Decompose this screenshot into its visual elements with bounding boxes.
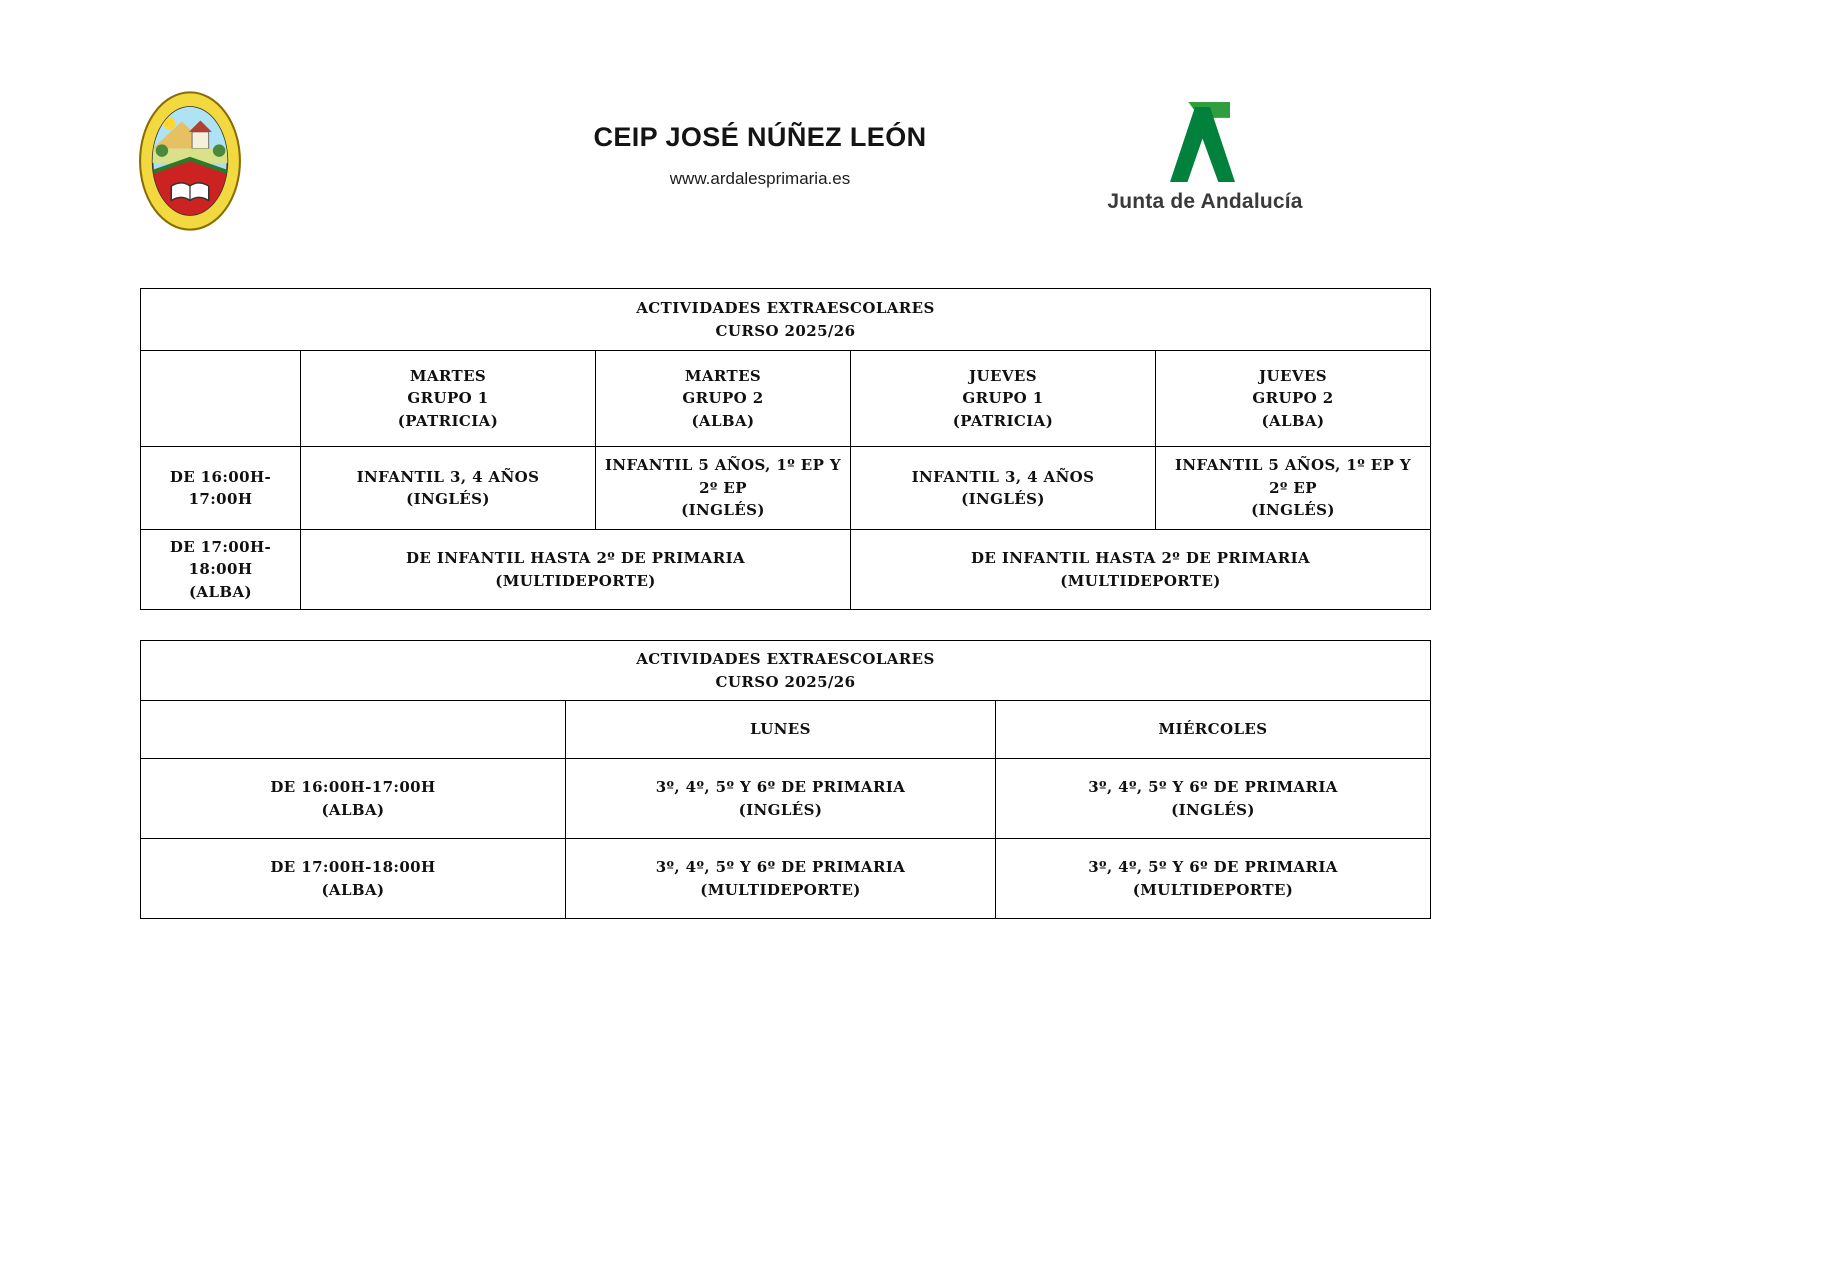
activity-label: INFANTIL 5 AÑOS, 1º EP Y 2º EP — [1175, 456, 1412, 497]
activity-label: DE INFANTIL HASTA 2º DE PRIMARIA — [405, 549, 746, 567]
table1-time-17-18 — [141, 530, 301, 610]
column-teacher: (ALBA) — [1261, 411, 1325, 430]
activity-detail: (MULTIDEPORTE) — [1060, 571, 1221, 590]
table-row — [141, 351, 1431, 447]
table-row — [141, 289, 1431, 351]
time-monitor: (ALBA) — [321, 800, 385, 819]
activity-label: INFANTIL 3, 4 AÑOS — [911, 467, 1095, 486]
time-label: DE 17:00H-18:00H — [270, 858, 436, 876]
activity-label: DE INFANTIL HASTA 2º DE PRIMARIA — [970, 549, 1311, 567]
table2-col-miercoles — [996, 701, 1431, 759]
table2-cell-lunes-ingles — [566, 759, 996, 839]
table1-col-martes-grupo1 — [301, 351, 596, 447]
activity-label: 3º, 4º, 5º Y 6º DE PRIMARIA — [1088, 858, 1338, 876]
table-row — [141, 641, 1431, 701]
activity-detail: (MULTIDEPORTE) — [700, 880, 861, 899]
activity-detail: (MULTIDEPORTE) — [1132, 880, 1294, 899]
activity-detail: (INGLÉS) — [961, 490, 1045, 508]
column-group: GRUPO 1 — [407, 389, 489, 408]
junta-label: Junta de Andalucía — [1107, 190, 1303, 213]
column-day: MIÉRCOLES — [1158, 720, 1268, 739]
table-row — [141, 701, 1431, 759]
table2-title-line1: ACTIVIDADES EXTRAESCOLARES — [636, 650, 935, 668]
activity-detail: (INGLÉS) — [681, 501, 765, 520]
column-day: JUEVES — [969, 366, 1037, 385]
table1-title-cell — [141, 289, 1431, 351]
table1-time-16-17 — [141, 447, 301, 530]
table2-cell-miercoles-multideporte — [996, 839, 1431, 919]
table2-time-16-17 — [141, 759, 566, 839]
time-monitor: (ALBA) — [188, 582, 253, 601]
time-label: DE 16:00H-17:00H — [270, 778, 436, 796]
column-teacher: (ALBA) — [691, 411, 755, 430]
table2-corner-cell — [141, 701, 566, 759]
column-group: GRUPO 2 — [1252, 389, 1334, 408]
school-crest-icon — [138, 90, 242, 232]
activity-label: 3º, 4º, 5º Y 6º DE PRIMARIA — [655, 858, 906, 876]
column-teacher: (PATRICIA) — [952, 411, 1054, 430]
table2-time-17-18 — [141, 839, 566, 919]
table1-cell-martes-multideporte — [301, 530, 851, 610]
table1-corner-cell — [141, 351, 301, 447]
table-row — [141, 447, 1431, 530]
activity-detail: (INGLÉS) — [1171, 800, 1255, 819]
table2-title-line2: CURSO 2025/26 — [715, 672, 856, 691]
activity-label: 3º, 4º, 5º Y 6º DE PRIMARIA — [655, 778, 906, 796]
column-day: MARTES — [684, 366, 762, 385]
time-label: DE 17:00H-18:00H — [169, 537, 272, 579]
table1-title-line1: ACTIVIDADES EXTRAESCOLARES — [636, 299, 935, 317]
schedule-table-lunes-miercoles — [140, 640, 1431, 919]
column-day: LUNES — [750, 720, 811, 739]
table1-cell-jueves-g2-16 — [1156, 447, 1431, 530]
activity-label: 3º, 4º, 5º Y 6º DE PRIMARIA — [1088, 778, 1338, 796]
table1-cell-martes-g1-16 — [301, 447, 596, 530]
schedule-table-martes-jueves — [140, 288, 1431, 610]
school-website: www.ardalesprimaria.es — [669, 169, 851, 188]
table1-col-martes-grupo2 — [596, 351, 851, 447]
junta-logo — [1100, 98, 1310, 214]
activity-label: INFANTIL 3, 4 AÑOS — [356, 467, 540, 486]
time-label: DE 16:00H-17:00H — [169, 467, 272, 508]
school-name: CEIP JOSÉ NÚÑEZ LEÓN — [593, 122, 927, 152]
activity-detail: (MULTIDEPORTE) — [495, 571, 656, 590]
time-monitor: (ALBA) — [321, 880, 385, 899]
table2-title-cell — [141, 641, 1431, 701]
school-logo — [138, 90, 242, 232]
column-teacher: (PATRICIA) — [397, 411, 499, 430]
table1-col-jueves-grupo1 — [851, 351, 1156, 447]
column-group: GRUPO 2 — [682, 389, 764, 408]
table1-cell-jueves-multideporte — [851, 530, 1431, 610]
table1-cell-jueves-g1-16 — [851, 447, 1156, 530]
table-row — [141, 839, 1431, 919]
table1-col-jueves-grupo2 — [1156, 351, 1431, 447]
table2-col-lunes — [566, 701, 996, 759]
table2-cell-lunes-multideporte — [566, 839, 996, 919]
table1-cell-martes-g2-16 — [596, 447, 851, 530]
document-header — [455, 122, 1065, 189]
column-group: GRUPO 1 — [962, 389, 1044, 408]
activity-label: INFANTIL 5 AÑOS, 1º EP Y 2º EP — [604, 456, 841, 497]
junta-a-icon — [1155, 98, 1255, 186]
table1-title-line2: CURSO 2025/26 — [715, 321, 856, 340]
table-row — [141, 759, 1431, 839]
activity-detail: (INGLÉS) — [1251, 501, 1335, 520]
activity-detail: (INGLÉS) — [406, 490, 490, 508]
table2-cell-miercoles-ingles — [996, 759, 1431, 839]
column-day: MARTES — [409, 366, 487, 385]
column-day: JUEVES — [1259, 366, 1327, 385]
activity-detail: (INGLÉS) — [738, 800, 823, 819]
table-row — [141, 530, 1431, 610]
